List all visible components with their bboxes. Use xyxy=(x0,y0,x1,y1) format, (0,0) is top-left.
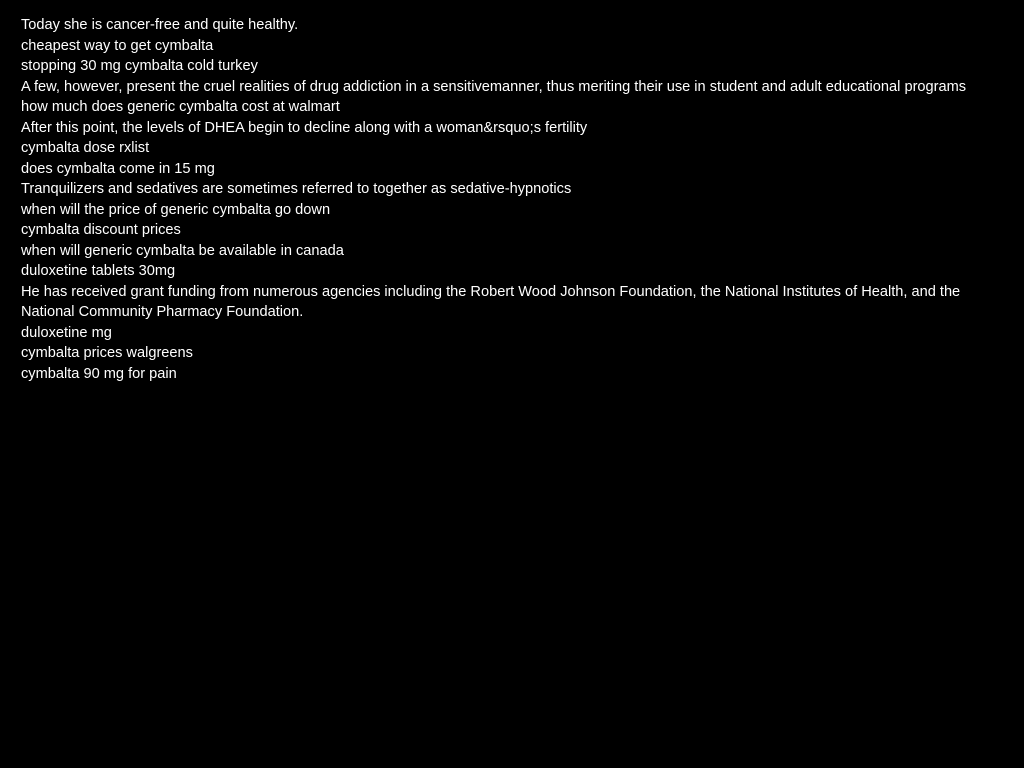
text-line: when will generic cymbalta be available in canada xyxy=(21,242,344,259)
text-line: cymbalta dose rxlist xyxy=(21,140,150,156)
text-line: duloxetine tablets 30mg xyxy=(21,263,176,279)
text-line: cymbalta prices walgreens xyxy=(21,345,193,361)
text-line: stopping 30 mg cymbalta cold turkey xyxy=(21,58,258,74)
text-line: how much does generic cymbalta cost at walmart xyxy=(21,99,340,115)
text-line: He has received grant funding from numerous agencies including the Robert Wood Johnson Foundation, the National Institutes of Health, and the National Community Pharmacy Foundation. xyxy=(21,283,961,320)
text-line: Today she is cancer-free and quite healthy. xyxy=(21,17,299,33)
text-line: After this point, the levels of DHEA begin to decline along with a woman&rsquo;s fertility xyxy=(21,119,588,136)
text-line: Tranquilizers and sedatives are sometimes referred to together as sedative-hypnotics xyxy=(21,181,572,197)
text-line: A few, however, present the cruel realities of drug addiction in a sensitivemanner, thus meriting their use in student and adult educational programs xyxy=(21,78,967,95)
text-line: duloxetine mg xyxy=(21,324,112,341)
text-line: cheapest way to get cymbalta xyxy=(21,37,214,54)
text-block xyxy=(21,15,984,384)
text-line: does cymbalta come in 15 mg xyxy=(21,160,215,177)
text-line: when will the price of generic cymbalta go down xyxy=(21,201,331,218)
text-line: cymbalta discount prices xyxy=(21,222,181,238)
text-line: cymbalta 90 mg for pain xyxy=(21,365,177,382)
